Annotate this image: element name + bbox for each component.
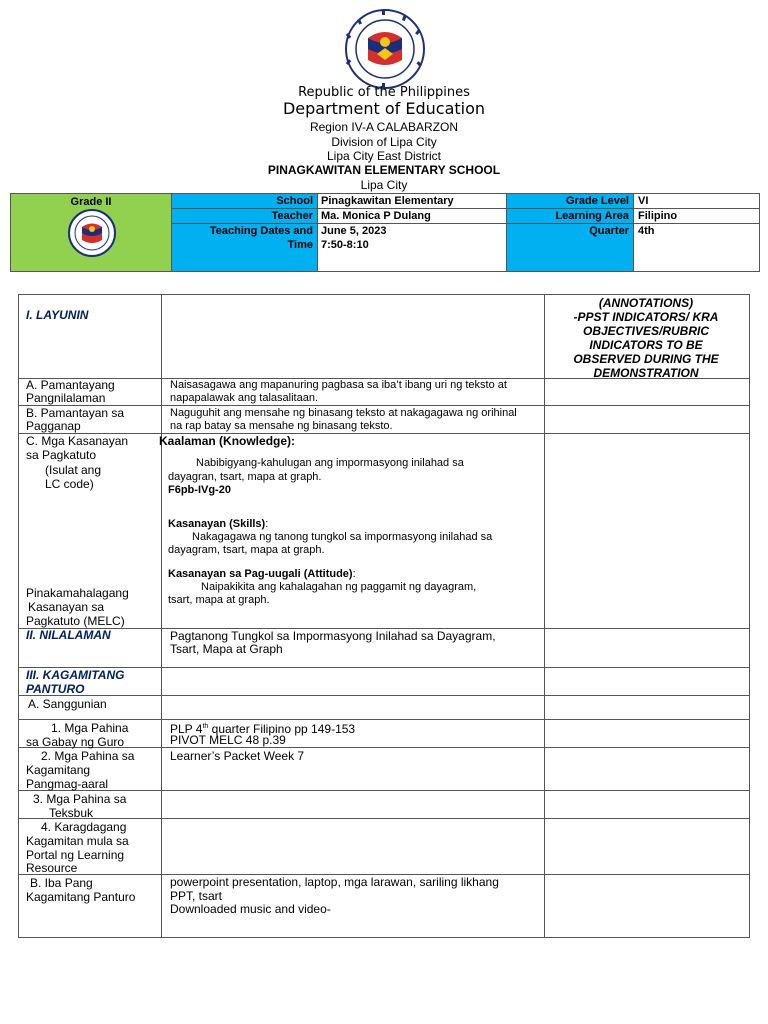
- r2-text: Learner’s Packet Week 7: [170, 749, 305, 763]
- region-line: Region IV-A CALABARZON: [309, 120, 459, 134]
- r1-label-1: 1. Mga Pahina: [51, 721, 129, 735]
- section-kagamitang-2: PANTURO: [26, 682, 85, 696]
- grade-level-value: VI: [638, 195, 649, 207]
- attitude-heading: Kasanayan sa Pag-uugali (Attitude):: [168, 568, 356, 580]
- row-c-label-6: Kasanayan sa: [28, 600, 105, 614]
- grade-label: Grade II: [70, 196, 112, 208]
- r1-text-1sup: th: [202, 723, 209, 730]
- dates-value-2: 7:50-8:10: [321, 239, 369, 251]
- skills-text-1: Nakagagawa ng tanong tungkol sa impormasyong inilahad sa: [192, 531, 493, 543]
- sanggunian-label: A. Sanggunian: [28, 697, 107, 711]
- row-c-label-3: (Isulat ang: [45, 463, 102, 477]
- division-line: Division of Lipa City: [331, 135, 437, 149]
- section-nilalaman: II. NILALAMAN: [26, 628, 111, 642]
- quarter-label: Quarter: [589, 225, 629, 237]
- annotations-line-3: OBJECTIVES/RUBRIC: [582, 324, 710, 338]
- r1-label-2: sa Gabay ng Guro: [26, 735, 125, 749]
- row-b-label-2: Pagganap: [26, 419, 81, 433]
- rb-text-2: PPT, tsart: [170, 889, 223, 903]
- dates-label-2: Time: [287, 239, 313, 251]
- section-kagamitang-1: III. KAGAMITANG: [26, 668, 125, 682]
- attitude-text-1: Naipakikita ang kahalagahan ng paggamit ng dayagram,: [201, 581, 477, 593]
- info-table: [10, 193, 760, 272]
- lc-code: F6pb-IVg-20: [168, 484, 231, 496]
- deped-seal-small-logo: [67, 208, 117, 258]
- row-c-label-5: Pinakamahalagang: [26, 586, 129, 600]
- school-name: PINAGKAWITAN ELEMENTARY SCHOOL: [267, 163, 501, 177]
- dates-label-1: Teaching Dates and: [209, 225, 313, 237]
- row-c-label-4: LC code): [45, 477, 94, 491]
- r4-label-1: 4. Karagdagang: [41, 820, 127, 834]
- annotations-line-2: -PPST INDICATORS/ KRA: [573, 310, 719, 324]
- attitude-heading-text: Kasanayan sa Pag-uugali (Attitude): [168, 568, 353, 580]
- r1-text-1b: quarter Filipino pp 149-153: [208, 722, 356, 736]
- lesson-plan-table: [18, 294, 750, 938]
- knowledge-heading-text: Kaalaman (Knowledge): [159, 434, 292, 448]
- knowledge-text-2: dayagran, tsart, mapa at graph.: [168, 471, 322, 483]
- annotations-line-4: INDICATORS TO BE: [589, 338, 703, 352]
- row-a-label-2: Pangnilalaman: [26, 391, 106, 405]
- rb-text-1: powerpoint presentation, laptop, mga larawan, sariling likhang: [170, 875, 499, 889]
- r1-text-2: PIVOT MELC 48 p.39: [170, 733, 286, 747]
- row-b-label-1: B. Pamantayan sa: [26, 406, 125, 420]
- r4-label-2: Kagamitan mula sa: [26, 834, 129, 848]
- quarter-value: 4th: [638, 225, 655, 237]
- row-c-label-7: Pagkatuto (MELC): [26, 614, 125, 628]
- dates-value-1: June 5, 2023: [321, 225, 387, 237]
- deped-seal-logo: [344, 8, 426, 90]
- r4-label-4: Resource: [26, 861, 78, 875]
- r2-label-3: Pangmag-aaral: [26, 777, 109, 791]
- knowledge-text-1: Nabibigyang-kahulugan ang impormasyong inilahad sa: [196, 457, 464, 469]
- school-value: Pinagkawitan Elementary: [321, 195, 454, 207]
- teacher-value: Ma. Monica P Dulang: [321, 210, 431, 222]
- learning-area-value: Filipino: [638, 210, 678, 222]
- department-title: Department of Education: [282, 99, 486, 118]
- r3-label-1: 3. Mga Pahina sa: [33, 792, 127, 806]
- row-c-label-1: C. Mga Kasanayan: [26, 434, 129, 448]
- rb-label-1: B. Iba Pang: [30, 876, 93, 890]
- learning-area-label: Learning Area: [555, 210, 629, 222]
- r2-label-1: 2. Mga Pahina sa: [41, 749, 135, 763]
- section-layunin: I. LAYUNIN: [26, 308, 89, 322]
- row-b-text-1: Naguguhit ang mensahe ng binasang teksto at nakagagawa ng orihinal: [170, 407, 517, 419]
- grade-cell: [11, 194, 172, 271]
- r3-label-2: Teksbuk: [49, 806, 94, 820]
- skills-heading-text: Kasanayan (Skills): [168, 518, 266, 530]
- row-c-label-2: sa Pagkatuto: [26, 448, 97, 462]
- knowledge-heading: Kaalaman (Knowledge):: [159, 434, 296, 448]
- grade-level-label: Grade Level: [566, 195, 629, 207]
- skills-text-2: dayagram, tsart, mapa at graph.: [168, 544, 325, 556]
- row-b-text-2: na rap batay sa mensahe ng binasang teksto.: [170, 420, 393, 432]
- annotations-line-6: DEMONSTRATION: [593, 366, 699, 380]
- district-line: Lipa City East District: [326, 149, 442, 163]
- republic-line: Republic of the Philippines: [298, 85, 470, 100]
- attitude-text-2: tsart, mapa at graph.: [168, 594, 270, 606]
- annotations-line-5: OBSERVED DURING THE: [573, 352, 719, 366]
- row-a-label-1: A. Pamantayang: [26, 378, 115, 392]
- r4-label-3: Portal ng Learning: [26, 848, 125, 862]
- row-a-text-2: napapalawak ang talasalitaan.: [170, 392, 319, 404]
- nilalaman-text-1: Pagtanong Tungkol sa Impormasyong Inilahad sa Dayagram,: [170, 629, 496, 643]
- nilalaman-text-2: Tsart, Mapa at Graph: [170, 642, 283, 656]
- school-label: School: [276, 195, 313, 207]
- r1-text-1a: PLP 4: [170, 722, 203, 736]
- rb-label-2: Kagamitang Panturo: [26, 890, 136, 904]
- row-a-text-1: Naisasagawa ang mapanuring pagbasa sa iba’t ibang uri ng teksto at: [170, 379, 507, 391]
- annotations-header: [545, 296, 747, 380]
- teacher-label: Teacher: [271, 210, 313, 222]
- skills-heading: Kasanayan (Skills):: [168, 518, 269, 530]
- annotations-line-1: (ANNOTATIONS): [598, 296, 694, 310]
- rb-text-3: Downloaded music and video-: [170, 902, 331, 916]
- r2-label-2: Kagamitang: [26, 763, 91, 777]
- city-line: Lipa City: [360, 178, 408, 192]
